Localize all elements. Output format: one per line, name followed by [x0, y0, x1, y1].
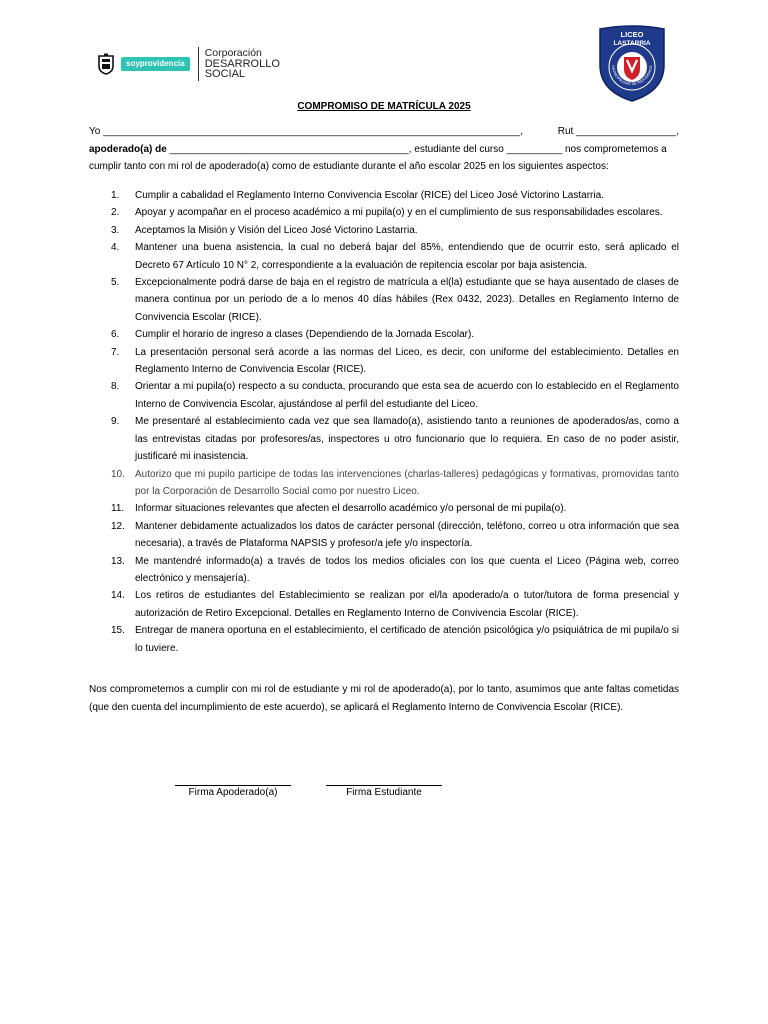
list-item: 10. Autorizo que mi pupilo participe de todas las intervenciones (charlas-talleres) pedagógicas y formativas, promovidas tanto por la Corporación de Desarrollo Social como por nuestro Liceo.: [111, 468, 679, 497]
corp-line1: Corporación: [204, 47, 262, 60]
intro-line-1: [89, 123, 679, 141]
guardian-signature-line: Firma Apoderado(a): [175, 785, 291, 798]
student-signature-line: Firma Estudiante: [326, 785, 442, 798]
list-item: 12. Mantener debidamente actualizados los datos de carácter personal (dirección, teléfono, correo u otra información que sea necesaria), a través de Plataforma NAPSIS y profesor/a jefe y/o inspectoría.: [111, 520, 679, 550]
list-item: 5. Excepcionalmente podrá darse de baja en el registro de matrícula a el(la) estudiante que se haya ausentado de clases de manera continua por un periodo de a lo menos 40 días hábiles (Rex 0432, 2023). Detalles en Reglamento Interno de Convivencia Escolar (RICE).: [111, 277, 679, 323]
list-item: 15. Entregar de manera oportuna en el establecimiento, el certificado de atención psicológica y/o psiquiátrica de mi pupila/o si lo tuviere.: [111, 625, 679, 654]
soy-providencia-badge: soyprovidencia: [121, 57, 190, 71]
municipal-crest-icon: [97, 53, 115, 75]
list-item: 9. Me presentaré al establecimiento cada vez que sea llamado(a), asistiendo tanto a reuniones de apoderados/as, como a las entrevistas citadas por profesores/as, inspectores u otro funcionario que lo requiera. En caso de no poder asistir, justificaré mi inasistencia.: [111, 416, 679, 463]
corporacion-logo-text: [205, 48, 280, 80]
liceo-lastarria-shield-icon: [596, 25, 668, 103]
list-item: 13. Me mantendré informado(a) a través de todos los medios oficiales con los que cuenta el Liceo (Página web, correo electrónico y mensajería).: [111, 555, 679, 584]
list-item: 1. Cumplir a cabalidad el Reglamento Interno Convivencia Escolar (RICE) del Liceo José Victorino Lastarria.: [111, 190, 604, 201]
apoderado-label: apoderado(a) de: [89, 143, 167, 155]
list-item: 11. Informar situaciones relevantes que afecten el desarrollo académico y/o personal de mi pupila(o).: [111, 503, 567, 515]
list-item: 4. Mantener una buena asistencia, la cual no deberá bajar del 85%, entendiendo que de ocurrir esto, será aplicado el Decreto 67 Artículo 10 N° 2, correspondiente a la evaluación de repitencia escolar por baja asistencia.: [111, 242, 679, 271]
shield-ring-text: I.MUNICIPALIDAD DE PROVIDENCIA: [610, 64, 654, 87]
list-item: 8. Orientar a mi pupila(o) respecto a su conducta, procurando que esta sea de acuerdo con lo establecido en el Reglamento Interno de Convivencia Escolar, ajustándose al perfil del estudiante del Liceo.: [111, 381, 679, 410]
list-item: 14. Los retiros de estudiantes del Establecimiento se realizan por el/la apoderado/a o tutor/tutora de forma presencial y autorización de Retiro Excepcional. Detalles en Reglamento Interno de Convivencia Escolar (RICE).: [111, 590, 679, 619]
list-item: 2. Apoyar y acompañar en el proceso académico a mi pupila(o) y en el cumplimiento de sus responsabilidades escolares.: [111, 207, 663, 219]
list-item: 7. La presentación personal será acorde a las normas del Liceo, es decir, con uniforme del establecimiento. Detalles en Reglamento Interno de Convivencia Escolar (RICE).: [111, 346, 679, 376]
intro-paragraph: [89, 123, 679, 176]
rut-blank: Rut __________________,: [557, 126, 679, 137]
providencia-logo-group: [97, 44, 280, 84]
commitment-list: [89, 187, 679, 657]
closing-paragraph: Nos comprometemos a cumplir con mi rol de estudiante y mi rol de apoderado(a), por lo tanto, asumimos que ante faltas cometidas (que den cuenta del incumplimiento de este acuerdo), se aplicará el Reglamento Interno de Convivencia Escolar (RICE).: [89, 684, 679, 713]
yo-blank: Yo ___________________________________________________________________________,: [89, 126, 523, 137]
intro-line-2: [89, 141, 679, 159]
apoderado-blank: ___________________________________________, estudiante del curso __________ nos comprometemos a: [166, 143, 667, 155]
list-item: 6. Cumplir el horario de ingreso a clases (Dependiendo de la Jornada Escolar).: [111, 329, 475, 341]
corp-line3: SOCIAL: [204, 68, 246, 81]
intro-line-3: cumplir tanto con mi rol de apoderado(a) como de estudiante durante el año escolar 2025 en los siguientes aspectos:: [89, 161, 609, 172]
shield-lastarria-text: LASTARRIA: [613, 40, 651, 47]
list-item: 3. Aceptamos la Misión y Visión del Liceo José Victorino Lastarria.: [111, 224, 418, 236]
logo-divider: [198, 47, 199, 81]
document-title: COMPROMISO DE MATRÍCULA 2025: [297, 101, 471, 112]
shield-liceo-text: LICEO: [620, 30, 644, 39]
corp-line2: DESARROLLO: [204, 57, 280, 70]
